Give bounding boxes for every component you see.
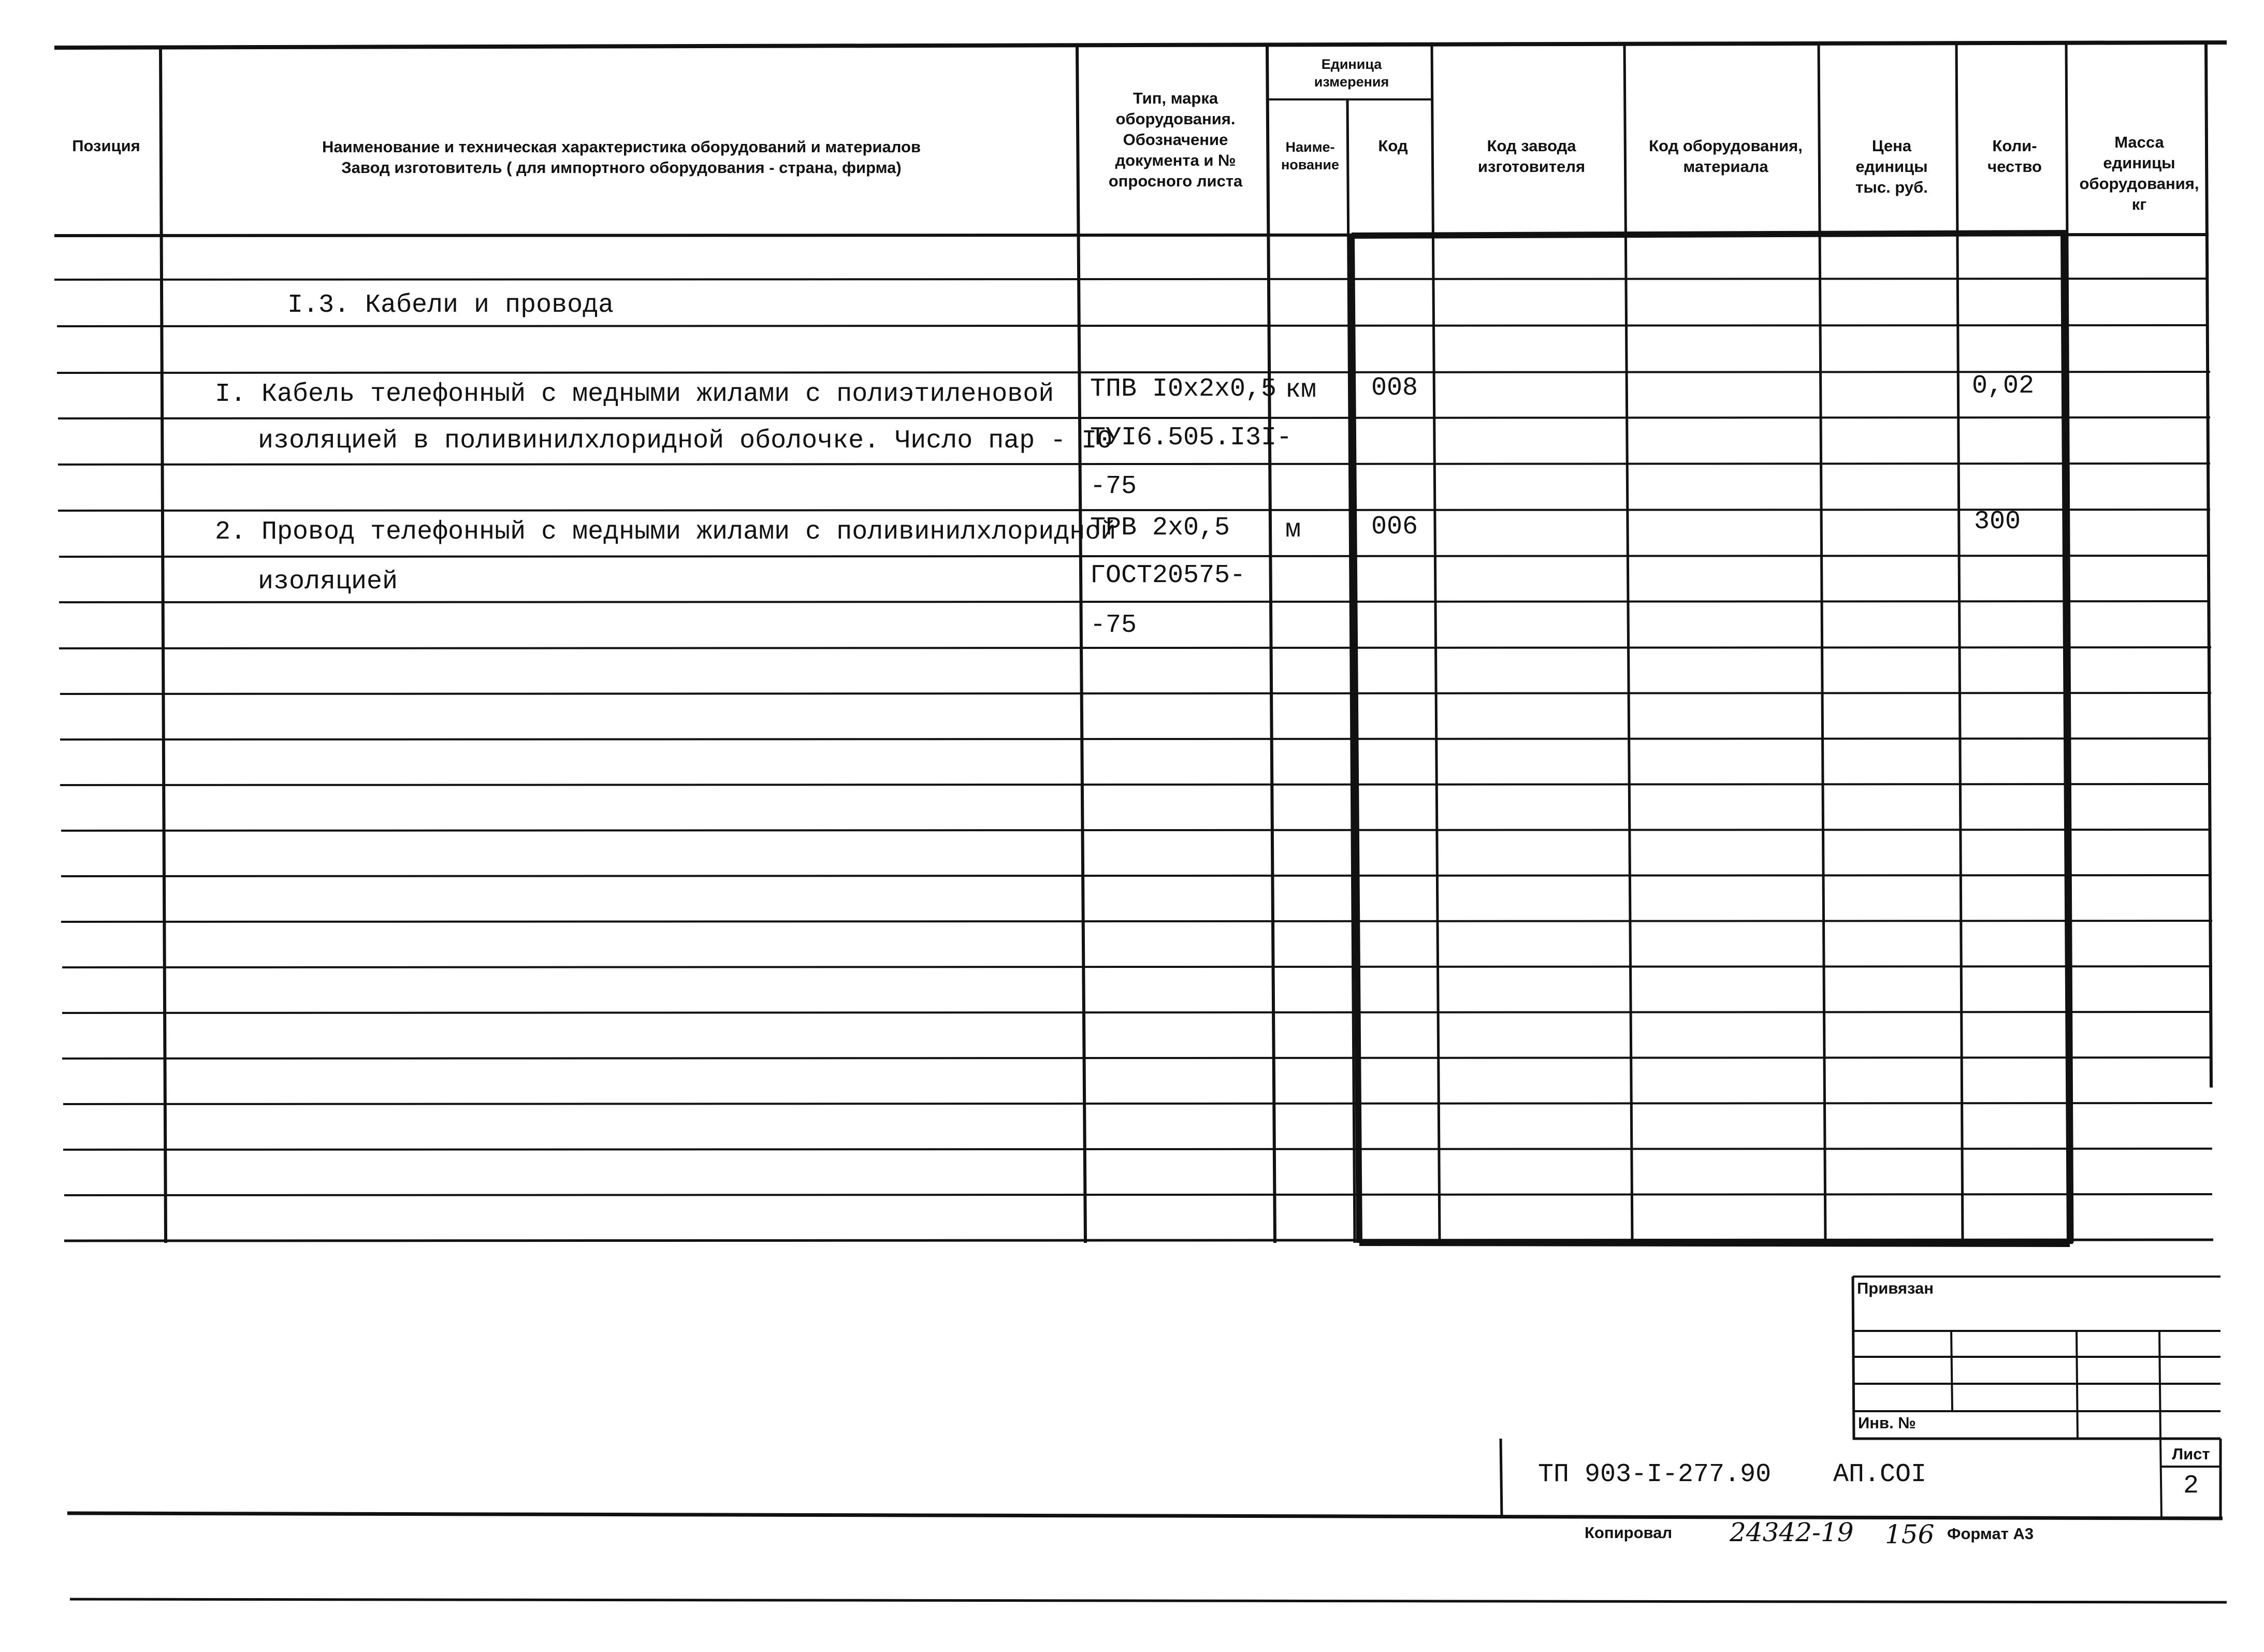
item2-unit-code: 006 [1371, 512, 1418, 542]
col-header-name-line1: Наименование и техническая характеристика оборудований и материалов [322, 138, 921, 156]
col-header-type-1: Тип, марка [1133, 89, 1218, 107]
col-header-mass-1: Масса [2114, 133, 2164, 151]
col-header-unit-name-1: Наиме- [1285, 139, 1335, 155]
col-header-mass-4: кг [2131, 195, 2147, 213]
item1-unit-code: 008 [1371, 373, 1418, 403]
stamp-doc-code: ТП 903-I-277.90 [1538, 1460, 1772, 1489]
footer-handwritten-sheet: 156 [1885, 1519, 1935, 1549]
col-header-factory-code-2: изготовителя [1477, 157, 1586, 176]
col-header-position: Позиция [72, 137, 140, 155]
col-header-qty-2: чество [1987, 157, 2042, 176]
col-header-price-3: тыс. руб. [1855, 178, 1928, 196]
item1-type-line2: ТУI6.505.I3I- [1090, 423, 1293, 453]
item2-type-line3: -75 [1090, 611, 1137, 640]
item2-type-line2: ГОСТ20575- [1090, 561, 1246, 590]
col-header-price-2: единицы [1855, 157, 1928, 176]
col-header-unit-code: Код [1378, 137, 1408, 155]
col-header-price-1: Цена [1871, 137, 1912, 155]
col-header-mass-2: единицы [2103, 154, 2175, 172]
stamp-sheet-number: 2 [2183, 1471, 2199, 1501]
item1-type-line3: -75 [1090, 472, 1137, 501]
stamp-inv-label: Инв. № [1858, 1414, 1916, 1432]
item2-description-line2: изоляцией [258, 567, 398, 597]
item1-description-line2: изоляцией в поливинилхлоридной оболочке. Число пар - I0 [258, 426, 1113, 456]
item2-unit-name: м [1285, 515, 1301, 545]
col-header-name-line2: Завод изготовитель ( для импортного оборудования - страна, фирма) [341, 158, 902, 177]
col-header-type-2: оборудования. [1115, 110, 1236, 128]
stamp-bound-label: Привязан [1857, 1279, 1934, 1297]
footer-handwritten-number: 24342-19 [1730, 1517, 1854, 1547]
item1-description-line1: I. Кабель телефонный с медными жилами с полиэтиленовой [215, 380, 1054, 409]
item1-unit-name: км [1285, 375, 1317, 405]
item2-type-line1: ТРВ 2х0,5 [1090, 513, 1230, 543]
item2-description-line1: 2. Провод телефонный с медными жилами с поливинилхлоридной [215, 517, 1116, 547]
item1-quantity: 0,02 [1972, 371, 2035, 401]
col-header-equip-code-2: материала [1683, 157, 1768, 176]
footer-format: Формат А3 [1947, 1525, 2034, 1543]
col-header-qty-1: Коли- [1992, 137, 2037, 155]
col-header-type-3: Обозначение [1123, 131, 1228, 149]
col-header-mass-3: оборудования, [2079, 175, 2199, 193]
item2-quantity: 300 [1974, 507, 2021, 537]
stamp-sheet-label: Лист [2172, 1445, 2210, 1463]
col-header-equip-code-1: Код оборудования, [1649, 137, 1803, 155]
col-header-type-4: документа и № [1115, 151, 1236, 169]
col-header-unit-name-2: нование [1281, 157, 1339, 172]
item1-type-line1: ТПВ I0х2х0,5 [1090, 374, 1277, 404]
col-header-factory-code-1: Код завода [1487, 137, 1576, 155]
col-header-unit-group-2: измерения [1314, 74, 1389, 90]
section-title: I.3. Кабели и провода [287, 291, 614, 320]
footer-copied-label: Копировал [1585, 1524, 1673, 1542]
stamp-doc-mark: АП.СОI [1833, 1460, 1927, 1489]
col-header-unit-group-1: Единица [1321, 56, 1382, 72]
col-header-type-5: опросного листа [1108, 172, 1243, 190]
